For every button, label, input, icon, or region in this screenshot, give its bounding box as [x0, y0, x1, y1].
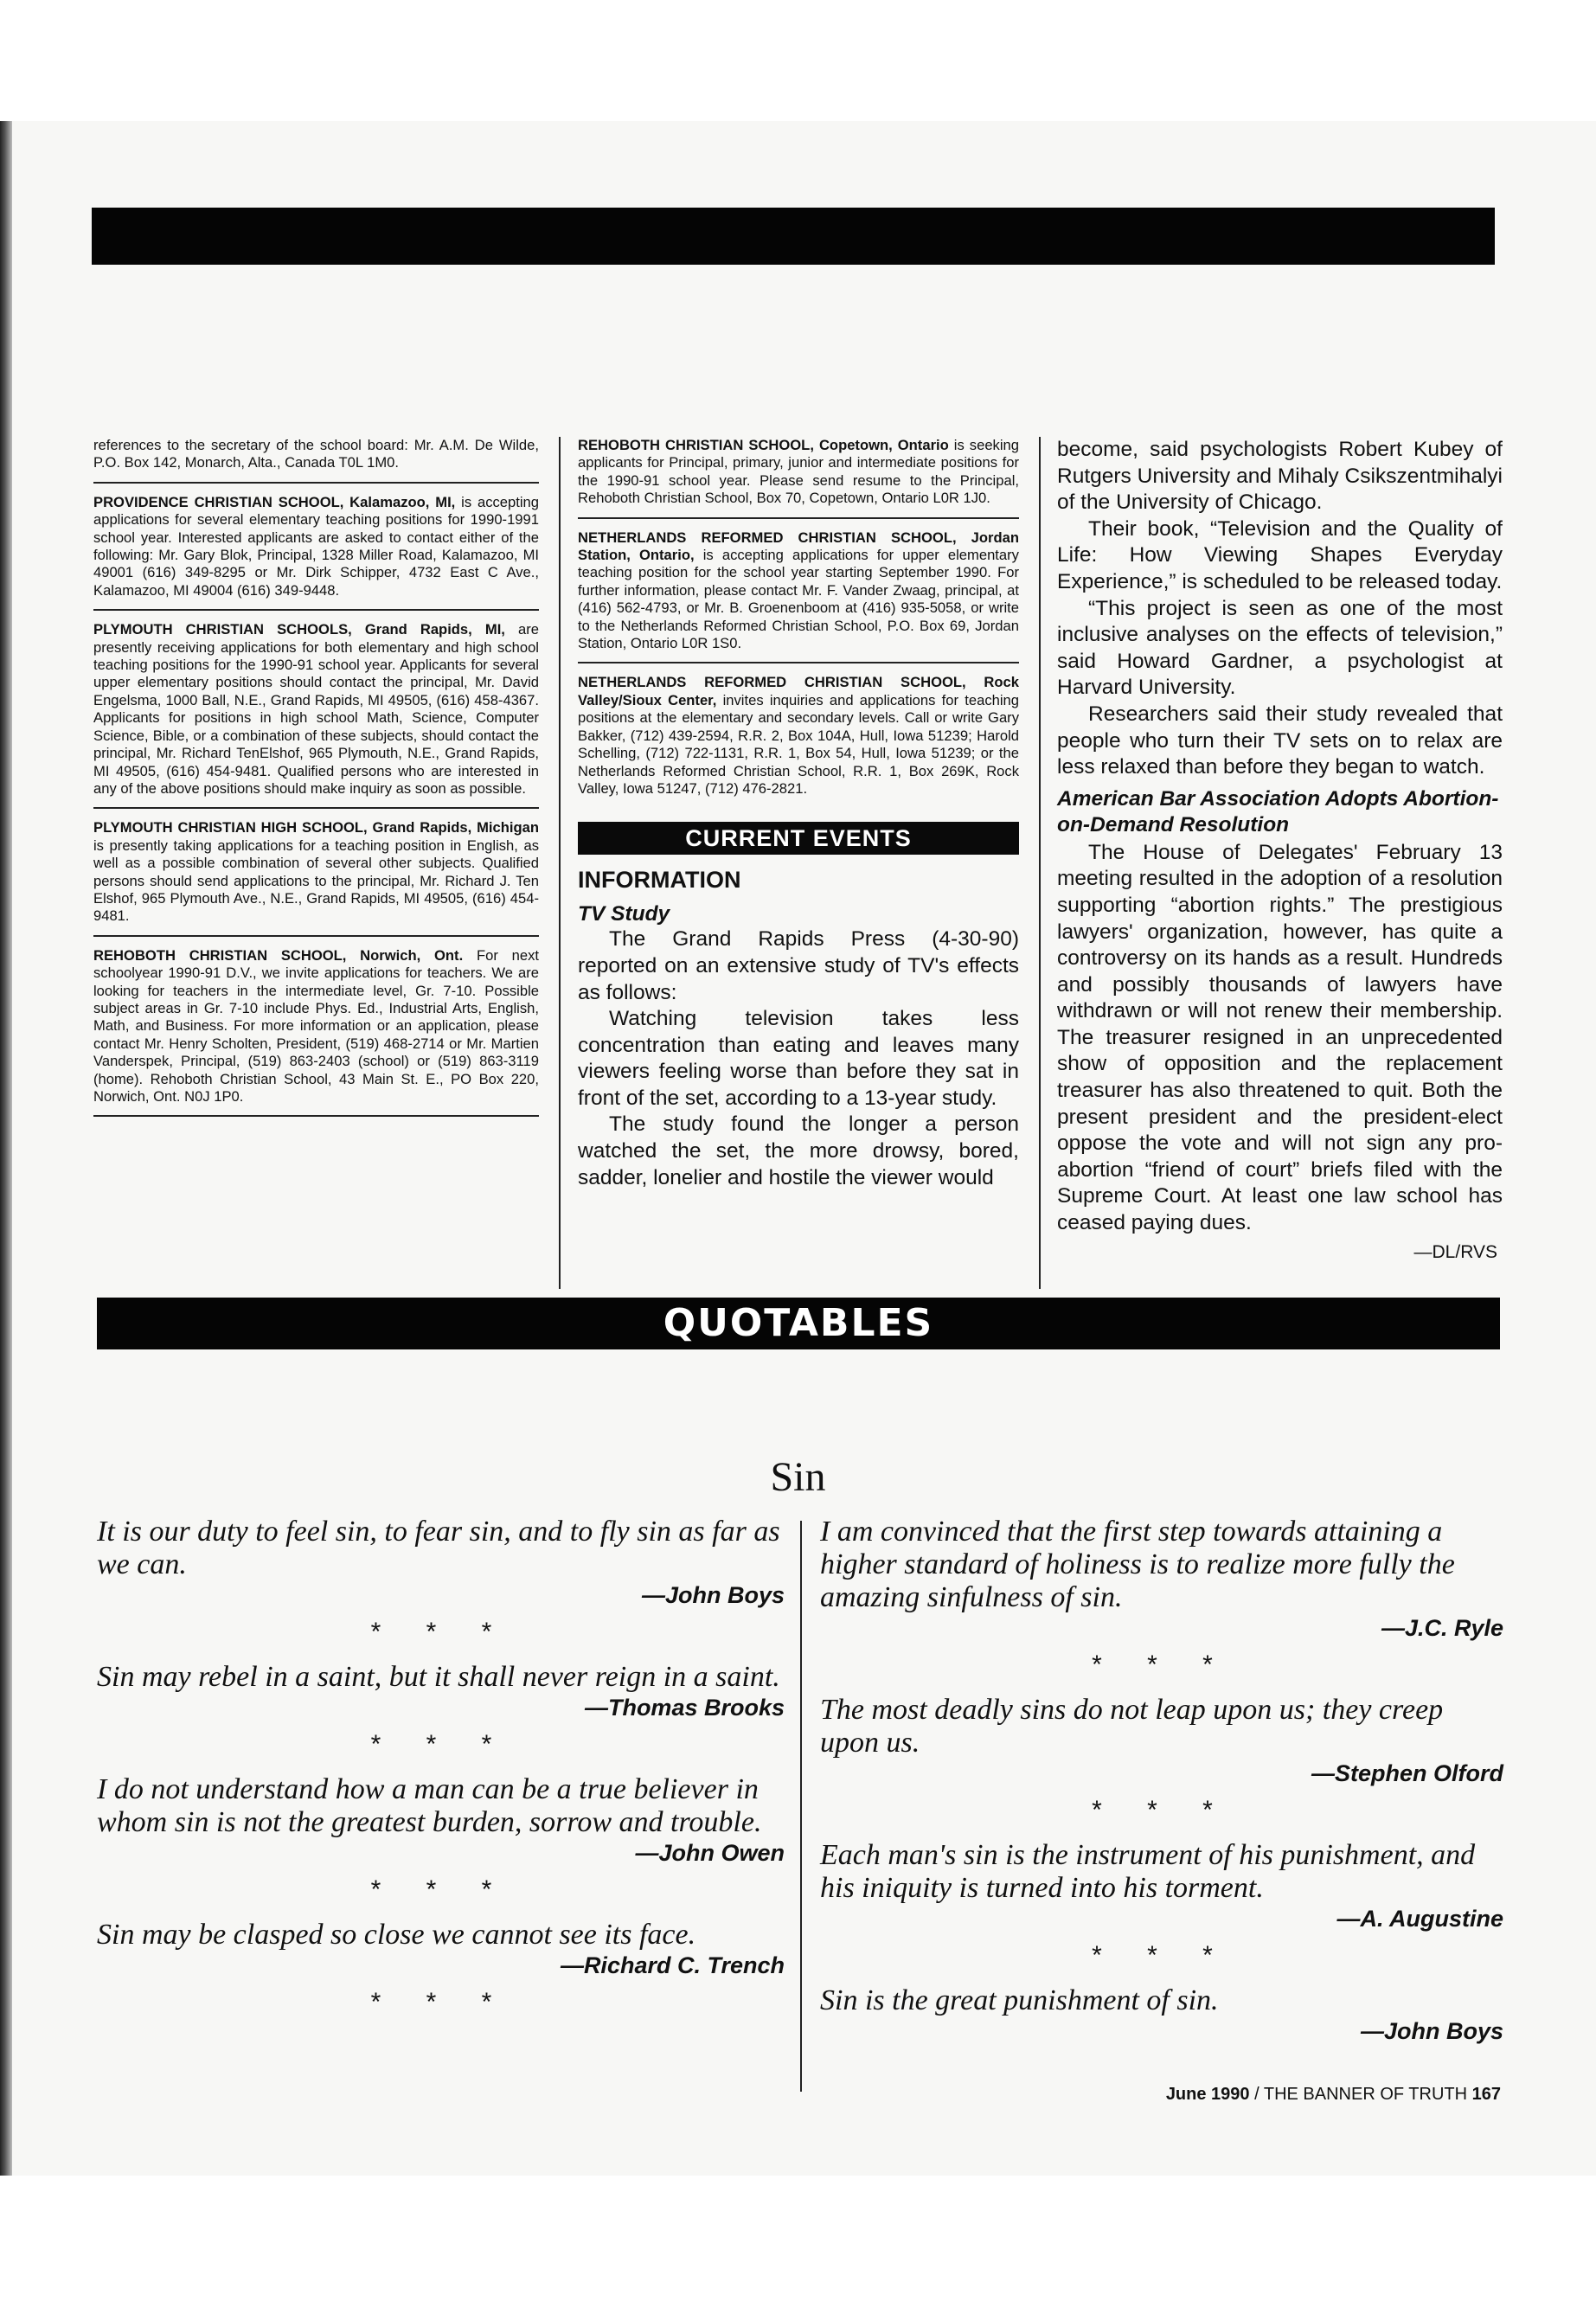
page-footer — [1166, 2085, 1501, 2105]
quote-text: Sin may be clasped so close we cannot see its face. — [97, 1919, 696, 1951]
quote-separator: * * * — [1092, 1650, 1232, 1679]
article-paragraph: become, said psychologists Robert Kubey of Rutgers University and Mihaly Csikszentmihalyi of the University of Chicago. — [1057, 438, 1503, 515]
quote-separator: * * * — [370, 1988, 511, 2016]
ad-name: PLYMOUTH CHRISTIAN HIGH SCHOOL, Grand Rapids, Michigan — [93, 819, 539, 836]
quote-separator: * * * — [370, 1875, 511, 1904]
ad-item: REHOBOTH CHRISTIAN SCHOOL, Copetown, Ontario is seeking applicants for Principal, primary, junior and intermediate positions for the 1990-91 school year. Please send resume to the Principal, Rehoboth Christian School, Box 70, Copetown, Ontario L0R 1J0. — [578, 437, 1019, 507]
current-events-banner: CURRENT EVENTS — [578, 822, 1019, 855]
quote-author: —Richard C. Trench — [560, 1952, 785, 1978]
column-rule — [1039, 437, 1041, 1289]
quote-separator: * * * — [370, 1618, 511, 1646]
page-edge-shadow — [0, 121, 12, 2176]
quote-text: Sin is the great punishment of sin. — [820, 1984, 1219, 2016]
quote-separator: * * * — [1092, 1796, 1232, 1824]
footer-date: June 1990 — [1165, 2085, 1250, 2104]
ad-name: PROVIDENCE CHRISTIAN SCHOOL, Kalamazoo, MI, — [93, 493, 456, 510]
quotes-right-column — [820, 1516, 1503, 2045]
ad-name: PLYMOUTH CHRISTIAN SCHOOLS, Grand Rapids, MI, — [93, 621, 505, 638]
ad-item: REHOBOTH CHRISTIAN SCHOOL, Norwich, Ont. For next schoolyear 1990-91 D.V., we invite applications for teachers. We are looking for teachers in the intermediate level, Gr. 7-10. Possible subject areas in Gr. 7-10 include Phys. Ed., Industrial Arts, English, Math, and Business. For more information or an application, please contact Mr. Henry Scholten, President, (519) 468-2714 or Mr. Martien Vanderspek, Principal, (519) 863-2403 (school) or (519) 863-3119 (home). Rehoboth Christian School, 43 Main St. E., PO Box 220, Norwich, Ont. N0J 1P0. — [93, 946, 539, 1105]
quote-author: —John Boys — [1360, 2018, 1503, 2044]
quote-text: The most deadly sins do not leap upon us; they creep upon us. — [820, 1694, 1444, 1759]
ad-item: NETHERLANDS REFORMED CHRISTIAN SCHOOL, Jordan Station, Ontario, is accepting applications for upper elementary teaching position for the school year starting September 1990. For further information, please contact Mr. F. Vander Zwaag, principal, at (416) 562-4793, or Mr. B. Groenenboom at (416) 935-5058, or write to the Netherlands Reformed Christian School, P.O. Box 69, Jordan Station, Ontario L0R 1S0. — [578, 529, 1019, 652]
quote-author: —Stephen Olford — [1311, 1760, 1503, 1786]
divider — [578, 662, 1019, 663]
ad-name: NETHERLANDS REFORMED CHRISTIAN SCHOOL, Jordan Station, Ontario, — [578, 529, 1019, 564]
quote-text: Sin may rebel in a saint, but it shall never reign in a saint. — [97, 1661, 780, 1693]
divider — [93, 807, 539, 809]
ad-name: REHOBOTH CHRISTIAN SCHOOL, Copetown, Ontario — [578, 437, 949, 453]
article-paragraph: Watching television takes less concentration than eating and leaves many viewers feeling worse than before they sat in front of the set, according to a 13-year study. — [578, 1007, 1019, 1110]
quote-text: I am convinced that the first step towards attaining a higher standard of holiness is to realize more fully the amazing sinfulness of sin. — [820, 1516, 1455, 1613]
column-rule — [559, 437, 561, 1289]
article-paragraph: Their book, “Television and the Quality of Life: How Viewing Shapes Everyday Experience,” is scheduled to be released today. — [1057, 516, 1503, 593]
article-column-3 — [1057, 437, 1503, 1263]
article-paragraph: “This project is seen as one of the most inclusive analyses on the effects of television,” said Howard Gardner, a psychologist at Harvard University. — [1057, 596, 1503, 700]
divider — [578, 517, 1019, 519]
article-paragraph: The Grand Rapids Press (4-30-90) reported on an extensive study of TV's effects as follows: — [578, 927, 1019, 1004]
quotables-title: Sin — [770, 1454, 826, 1500]
quote-author: —Thomas Brooks — [584, 1695, 785, 1721]
divider — [93, 1115, 539, 1117]
divider — [93, 482, 539, 484]
ad-item: NETHERLANDS REFORMED CHRISTIAN SCHOOL, Rock Valley/Sioux Center, invites inquiries and applications for teaching positions at the elementary and secondary levels. Call or write Gary Bakker, (712) 439-2594, R.R. 2, Box 104A, Hull, Iowa 51239; Harold Schelling, (712) 722-1131, R.R. 1, Box 54, Hull, Iowa 51239; or the Netherlands Reformed Christian School, R.R. 1, Box 269K, Rock Valley, Iowa 51247, (712) 476-2821. — [578, 674, 1019, 797]
scan-margin-top — [0, 0, 1596, 121]
scan-margin-bottom — [0, 2176, 1596, 2301]
ad-item: PLYMOUTH CHRISTIAN HIGH SCHOOL, Grand Rapids, Michigan is presently taking applications for a teaching position in English, as well as a possible combination of several other subjects. Qualified persons should send applications to the principal, Mr. Richard J. Ten Elshof, 965 Plymouth Ave., N.E., Grand Rapids, MI 49505, (616) 454-9481. — [93, 819, 539, 925]
ad-item: references to the secretary of the school board: Mr. A.M. De Wilde, P.O. Box 142, Monarch, Alta., Canada T0L 1M0. — [93, 437, 539, 471]
divider — [93, 935, 539, 937]
article-signature: —DL/RVS — [1413, 1241, 1497, 1262]
quote-text: Each man's sin is the instrument of his punishment, and his iniquity is turned into his torment. — [820, 1839, 1476, 1904]
divider — [93, 609, 539, 611]
ad-name: NETHERLANDS REFORMED CHRISTIAN SCHOOL, Rock Valley/Sioux Center, — [578, 674, 1019, 708]
quotes-left-column — [97, 1516, 785, 2031]
quote-author: —J.C. Ryle — [1381, 1615, 1503, 1641]
aba-heading: American Bar Association Adopts Abortion-on-Demand Resolution — [1057, 786, 1499, 836]
header-bar — [92, 208, 1495, 265]
ad-item: PLYMOUTH CHRISTIAN SCHOOLS, Grand Rapids, MI, are presently receiving applications for both elementary and high school teaching positions for the 1990-91 school year. Applicants for several upper elementary positions should contact the principal, Mr. David Engelsma, 1000 Ball, N.E., Grand Rapids, MI 49505, (616) 458-4367. Applicants for positions in high school Math, Science, Computer Science, Bible, or a combination of these subjects, should contact the principal, Mr. Richard TenElshof, 965 Plymouth, N.E., Grand Rapids, MI 49505, (616) 454-9481. Qualified persons who are interested in any of the above positions should make inquiry as soon as possible. — [93, 621, 540, 797]
article-paragraph: Researchers said their study revealed that people who turn their TV sets on to relax are less relaxed than before they began to watch. — [1057, 702, 1503, 779]
quote-separator: * * * — [370, 1730, 511, 1759]
ads-column-1 — [93, 437, 539, 1127]
page-number: 167 — [1471, 2085, 1501, 2104]
information-heading: INFORMATION — [578, 867, 741, 894]
footer-publication: / THE BANNER OF TRUTH — [1254, 2085, 1468, 2104]
quotes-divider — [800, 1521, 802, 2092]
quotables-banner: QUOTABLES — [97, 1298, 1500, 1349]
ads-column-2 — [578, 437, 1019, 1191]
article-paragraph: The House of Delegates' February 13 meeting resulted in the adoption of a resolution supporting “abortion rights.” The prestigious lawyers' organization, however, has quite a controversy on its hands as a result. Hundreds and possibly thousands of lawyers have withdrawn or will not renew their membership. The treasurer resigned in an unprecedented show of opposition and the replacement treasurer has also threatened to quit. Both the present president and the president-elect oppose the vote and will not sign any pro-abortion “friend of court” briefs filed with the Supreme Court. At least one law school has ceased paying dues. — [1057, 840, 1503, 1235]
ad-item: PROVIDENCE CHRISTIAN SCHOOL, Kalamazoo, MI, is accepting applications for several elementary teaching positions for 1990-1991 school year. Interested applicants are asked to contact either of the following: Mr. Gary Blok, Principal, 1328 Miller Road, Kalamazoo, MI 49001 (616) 349-8295 or Mr. Dirk Schipper, 4732 East C Ave., Kalamazoo, MI 49004 (616) 349-9448. — [93, 493, 539, 599]
article-paragraph: The study found the longer a person watched the set, the more drowsy, bored, sadder, lonelier and hostile the viewer would — [578, 1112, 1019, 1189]
quote-text: I do not understand how a man can be a true believer in whom sin is not the greatest burden, sorrow and trouble. — [97, 1773, 762, 1838]
ad-name: REHOBOTH CHRISTIAN SCHOOL, Norwich, Ont. — [93, 946, 464, 964]
quote-text: It is our duty to feel sin, to fear sin, and to fly sin as far as we can. — [97, 1516, 780, 1580]
quote-author: —John Owen — [635, 1840, 785, 1866]
quote-author: —John Boys — [641, 1582, 785, 1608]
quote-separator: * * * — [1092, 1941, 1232, 1970]
quote-author: —A. Augustine — [1336, 1906, 1503, 1932]
tv-study-heading: TV Study — [578, 902, 670, 926]
